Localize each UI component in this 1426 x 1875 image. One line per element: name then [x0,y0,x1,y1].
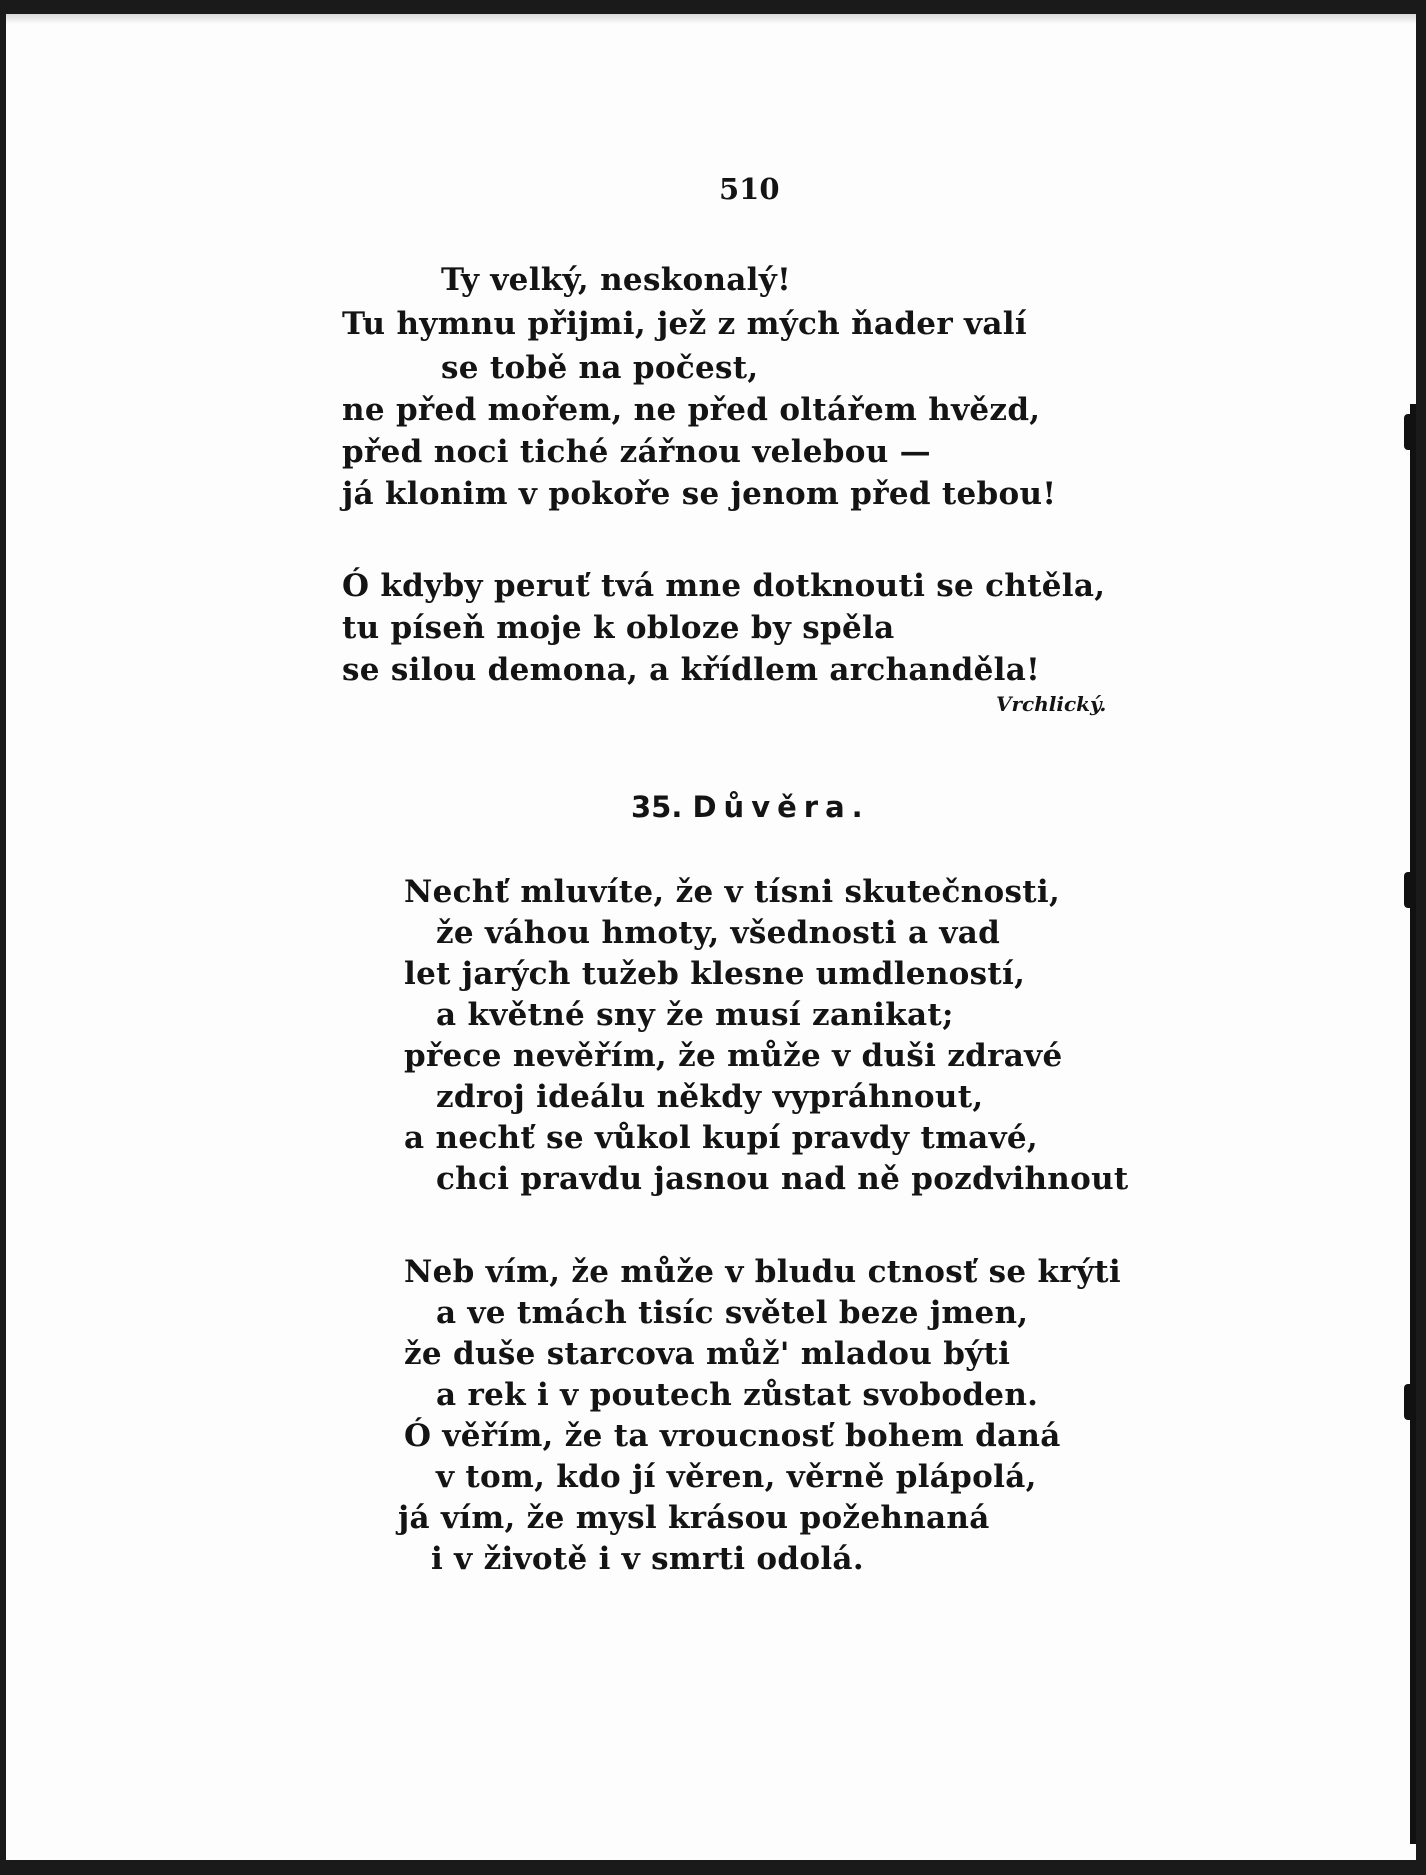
page-edge-notch [1404,414,1416,450]
page-edge-rule [1410,404,1416,1844]
poem-line: Ó kdyby peruť tvá mne dotknouti se chtěla, [342,568,1106,604]
poem-line: chci pravdu jasnou nad ně pozdvihnout [436,1161,1129,1197]
poem-line: v tom, kdo jí věren, věrně plápolá, [436,1459,1037,1495]
poem-line: a nechť se vůkol kupí pravdy tmavé, [404,1120,1038,1156]
poem-line: a ve tmách tisíc světel beze jmen, [436,1295,1029,1331]
page-top-shadow [6,14,1416,24]
poem-line: tu píseň moje k obloze by spěla [342,610,895,646]
poem-line: Ty velký, neskonalý! [441,262,791,298]
poem-line: Nechť mluvíte, že v tísni skutečnosti, [404,874,1061,910]
poem-line: a květné sny že musí zanikat; [436,997,954,1033]
poem-line: před noci tiché zářnou velebou — [342,434,931,470]
poem-number: 35. [631,790,683,824]
poem-line: Neb vím, že může v bludu ctnosť se krýti [404,1254,1121,1290]
poem-line: já vím, že mysl krásou požehnaná [398,1500,990,1536]
poem-line: já klonim v pokoře se jenom před tebou! [342,476,1057,512]
page-edge-notch [1404,1384,1416,1420]
poem-line: ne před mořem, ne před oltářem hvězd, [342,392,1041,428]
poem-line: zdroj ideálu někdy vypráhnout, [436,1079,984,1115]
page-edge-notch [1404,872,1416,908]
poem-line: že váhou hmoty, všednosti a vad [436,915,1001,951]
poem-line: přece nevěřím, že může v duši zdravé [404,1038,1063,1074]
poem-line: že duše starcova můž' mladou býti [404,1336,1011,1372]
book-page [6,14,1416,1860]
page-number: 510 [719,172,780,206]
poem-author: Vrchlický. [996,692,1107,716]
poem-line: let jarých tužeb klesne umdleností, [404,956,1026,992]
poem-heading [631,790,870,824]
poem-line: se tobě na počest, [441,350,759,386]
poem-line: Tu hymnu přijmi, jež z mých ňader valí [342,306,1027,342]
poem-line: a rek i v poutech zůstat svoboden. [436,1377,1039,1413]
poem-line: se silou demona, a křídlem archanděla! [342,652,1041,688]
poem-title: Důvěra. [692,790,870,824]
poem-line: Ó věřím, že ta vroucnosť bohem daná [404,1418,1061,1454]
poem-line: i v životě i v smrti odolá. [431,1541,864,1577]
